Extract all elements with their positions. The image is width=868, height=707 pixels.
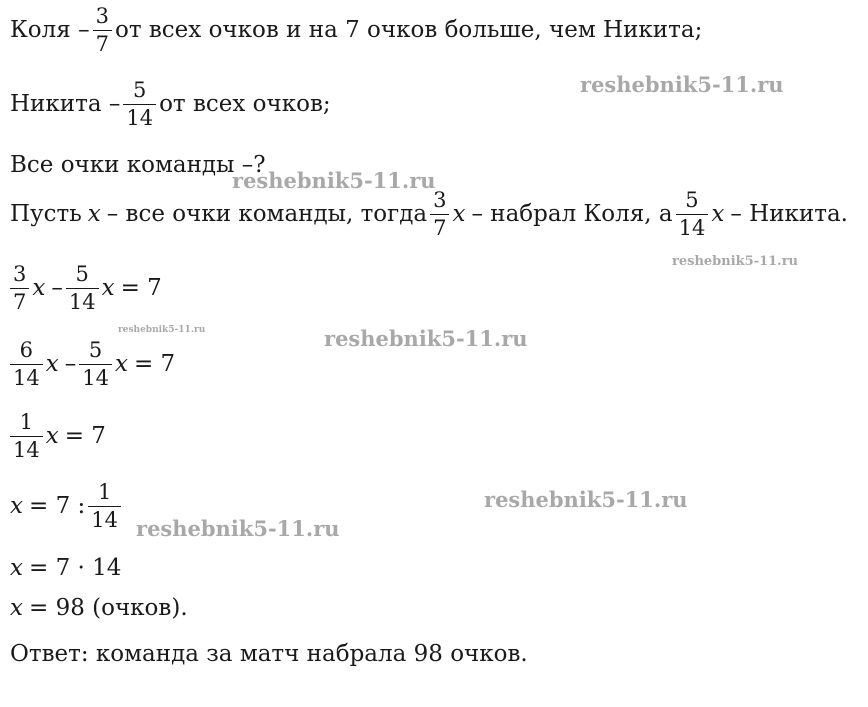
numerator: 6 (19, 338, 34, 362)
variable: x (711, 201, 725, 227)
variable: x (32, 275, 46, 301)
variable: x (10, 595, 23, 621)
line-nikita (10, 80, 331, 129)
fraction (676, 190, 709, 239)
watermark: reshebnik5-11.ru (232, 168, 436, 193)
operator: – (51, 275, 63, 301)
rhs: = 7 (64, 423, 106, 449)
denominator: 14 (79, 364, 112, 389)
variable: x (10, 493, 23, 519)
fraction (10, 264, 29, 313)
variable: x (87, 201, 101, 227)
fraction (123, 80, 156, 129)
equation-4 (10, 482, 124, 531)
denominator: 14 (676, 214, 709, 239)
denominator: 7 (93, 30, 112, 55)
variable: x (101, 275, 115, 301)
numerator: 3 (13, 262, 27, 286)
variable: x (114, 351, 128, 377)
line-kolya (10, 6, 702, 55)
watermark: reshebnik5-11.ru (580, 72, 784, 97)
text: Все очки команды –? (10, 152, 266, 178)
fraction (10, 340, 43, 389)
denominator: 14 (66, 288, 99, 313)
denominator: 14 (10, 364, 43, 389)
fraction (79, 340, 112, 389)
watermark: reshebnik5-11.ru (118, 325, 206, 335)
numerator: 5 (685, 188, 699, 212)
answer-text: Ответ: команда за матч набрала 98 очков. (10, 641, 528, 667)
variable: x (452, 201, 466, 227)
denominator: 14 (88, 506, 121, 531)
equation-3 (10, 412, 106, 461)
watermark: reshebnik5-11.ru (324, 326, 528, 351)
numerator: 1 (19, 410, 34, 434)
denominator: 14 (123, 104, 156, 129)
fraction (66, 264, 99, 313)
numerator: 3 (433, 188, 447, 212)
text: Никита – (10, 91, 121, 117)
rhs: = 7 (120, 275, 162, 301)
watermark: reshebnik5-11.ru (672, 254, 799, 269)
text: – все очки команды, тогда (106, 201, 428, 227)
numerator: 3 (95, 4, 109, 28)
fraction (93, 6, 112, 55)
denominator: 7 (10, 288, 29, 313)
equation-5 (10, 557, 121, 580)
text: – набрал Коля, а (471, 201, 673, 227)
text: = 98 (очков). (28, 595, 188, 621)
fraction (88, 482, 121, 531)
equation-2 (10, 340, 175, 389)
answer-line (10, 643, 528, 666)
watermark: reshebnik5-11.ru (484, 487, 688, 512)
watermark: reshebnik5-11.ru (136, 516, 340, 541)
text: Коля – (10, 17, 90, 43)
numerator: 5 (133, 78, 147, 102)
equation-6 (10, 597, 188, 620)
text: = 7 · 14 (28, 555, 122, 581)
line-let-x (10, 190, 848, 239)
text: от всех очков; (159, 91, 331, 117)
denominator: 7 (430, 214, 449, 239)
variable: x (10, 555, 23, 581)
rhs: = 7 (133, 351, 176, 377)
variable: x (45, 423, 59, 449)
equation-1 (10, 264, 162, 313)
text: = 7 : (28, 493, 86, 519)
numerator: 5 (88, 338, 103, 362)
numerator: 5 (75, 262, 89, 286)
denominator: 14 (10, 436, 43, 461)
numerator: 1 (97, 480, 112, 504)
fraction (430, 190, 449, 239)
variable: x (45, 351, 59, 377)
text: от всех очков и на 7 очков больше, чем Никита; (114, 17, 703, 43)
fraction (10, 412, 43, 461)
line-question (10, 154, 266, 177)
operator: – (64, 351, 77, 377)
text: Пусть (10, 201, 82, 227)
text: – Никита. (730, 201, 848, 227)
